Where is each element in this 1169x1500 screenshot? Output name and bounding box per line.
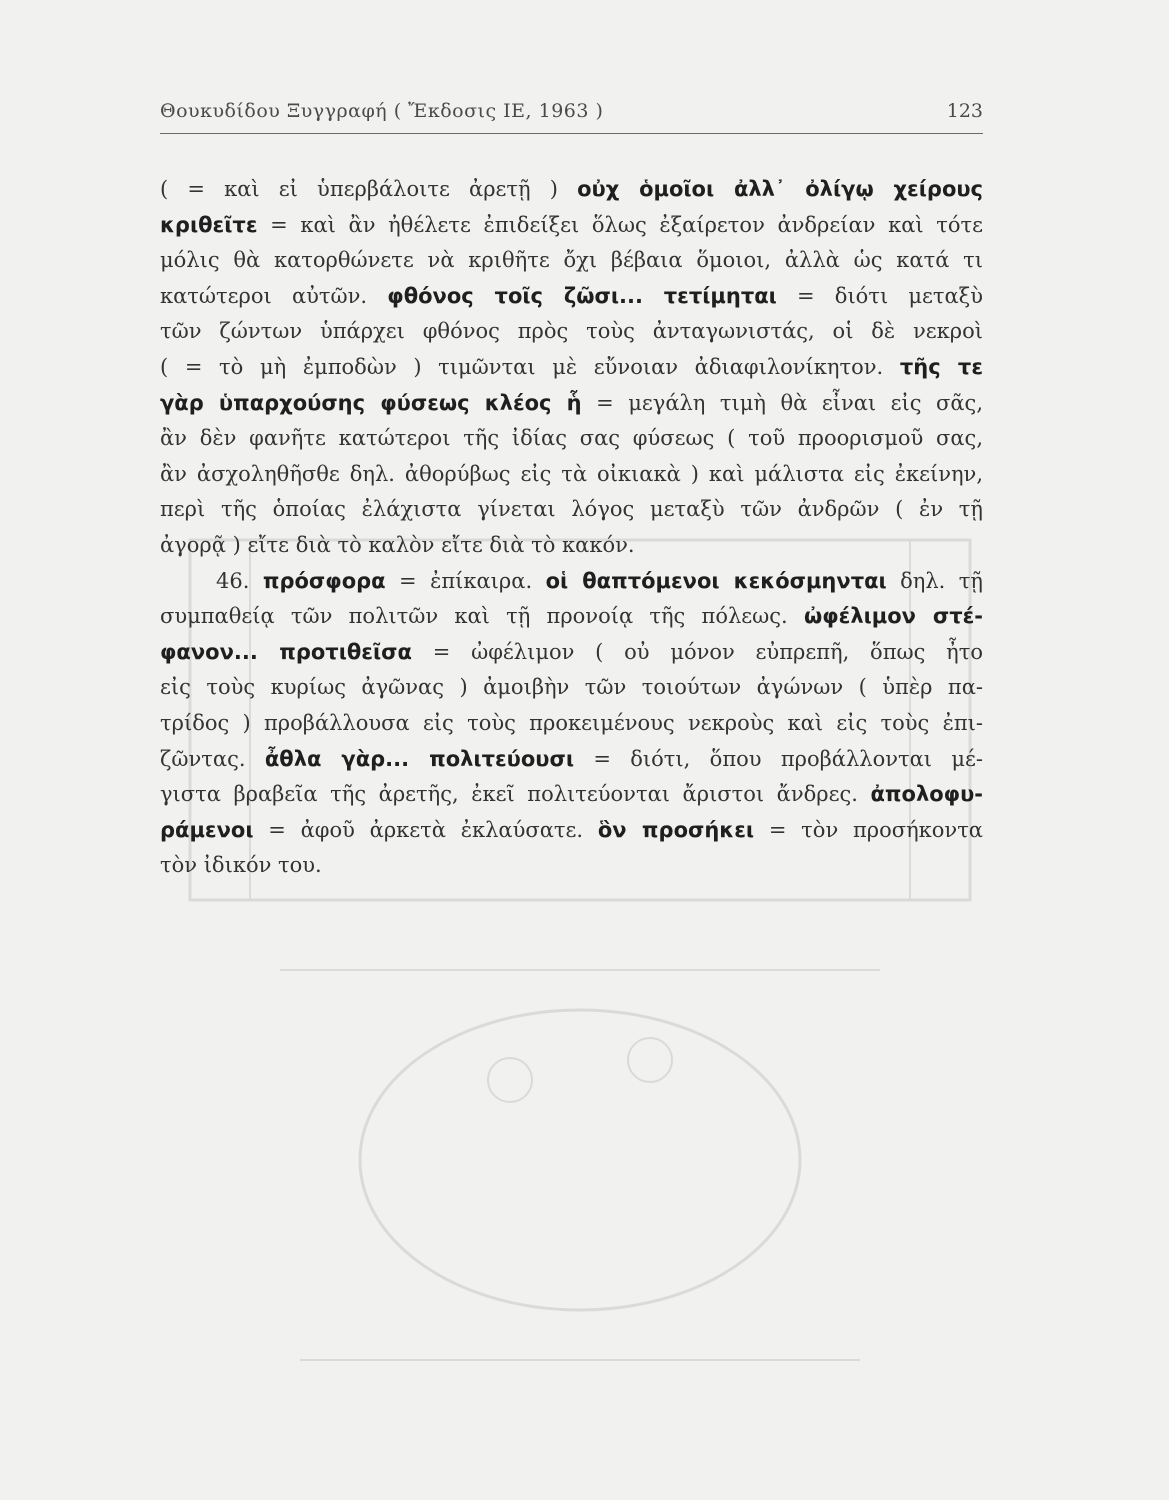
lemma: ράμενοι [160,817,254,842]
commentary-text: μόλις θὰ κατορθώνετε νὰ κριθῆτε ὄχι βέβαια ὅμοιοι, ἀλλὰ ὡς κατά τι [160,248,983,273]
commentary-text: εἰς τοὺς κυρίως ἀγῶνας ) ἀμοιβὴν τῶν τοιούτων ἀγώνων ( ὑπὲρ πα- [160,675,983,700]
lemma: ἆθλα γὰρ... πολιτεύουσι [264,746,575,771]
commentary-text: = ὠφέλιμον ( οὐ μόνον εὐπρεπῆ, ὅπως ἦτο [411,639,983,664]
commentary-text: γιστα βραβεῖα τῆς ἀρετῆς, ἐκεῖ πολιτεύονται ἄριστοι ἄνδρες. [160,782,871,807]
text-line [160,279,983,315]
commentary-text: ( = τὸ μὴ ἐμποδὼν ) τιμῶνται μὲ εὔνοιαν ἀδιαφιλονίκητον. [160,354,900,379]
commentary-text: ἀγορᾷ ) εἴτε διὰ τὸ καλὸν εἴτε διὰ τὸ κακόν. [160,532,635,557]
header-title: Θουκυδίδου Ξυγγραφή ( Ἔκδοσις ΙΕ, 1963 ) [160,100,604,122]
text-line [160,848,983,884]
header-rule [160,133,983,134]
text-line [160,314,983,350]
body-text [160,172,983,884]
commentary-text: συμπαθείᾳ τῶν πολιτῶν καὶ τῇ προνοίᾳ τῆς πόλεως. [160,604,804,629]
text-line [160,243,983,279]
commentary-text: = τὸν προσήκοντα [754,817,983,842]
commentary-text: τρίδος ) προβάλλουσα εἰς τοὺς προκειμένους νεκροὺς καὶ εἰς τοὺς ἐπι- [160,710,983,735]
commentary-text: τῶν ζώντων ὑπάρχει φθόνος πρὸς τοὺς ἀνταγωνιστάς, οἱ δὲ νεκροὶ [160,319,983,344]
running-header [160,100,983,130]
commentary-text: κατώτεροι αὐτῶν. [160,283,388,308]
text-line [160,208,983,244]
page-number: 123 [946,100,983,122]
lemma: οὐχ ὁμοῖοι ἀλλ᾽ ὀλίγῳ χείρους [577,177,984,201]
lemma: φθόνος τοῖς ζῶσι... τετίμηται [387,283,777,308]
commentary-text: ἂν δὲν φανῆτε κατώτεροι τῆς ἰδίας σας φύσεως ( τοῦ προορισμοῦ σας, [160,426,983,451]
commentary-text: = διότι, ὅπου προβάλλονται μέ- [574,746,984,771]
commentary-text: = ἐπίκαιρα. [385,568,546,593]
lemma: ἀπολοφυ- [870,782,983,807]
text-line [160,599,983,635]
text-line [160,350,983,386]
text-line [160,564,983,600]
commentary-text: δηλ. τῇ [886,568,983,593]
commentary-text: ζῶντας. [160,746,265,771]
lemma: τῆς τε [899,354,984,379]
text-line [160,421,983,457]
text-line [160,706,983,742]
commentary-text: = μεγάλη τιμὴ θὰ εἶναι εἰς σᾶς, [581,390,983,415]
commentary-text: ( = καὶ εἰ ὑπερβάλοιτε ἀρετῇ ) [160,177,578,201]
text-line [160,386,983,422]
commentary-text: τὸν ἰδικόν του. [160,853,322,878]
text-line [160,635,983,671]
lemma: ὠφέλιμον στέ- [803,604,983,629]
lemma: ὃν προσήκει [597,817,755,842]
lemma: οἱ θαπτόμενοι κεκόσμηνται [545,568,887,593]
commentary-text: ἂν ἀσχοληθῆσθε δηλ. ἀθορύβως εἰς τὰ οἰκιακὰ ) καὶ μάλιστα εἰς ἐκείνην, [160,461,983,486]
text-line [160,813,983,849]
lemma: κριθεῖτε [160,212,258,237]
text-line [160,777,983,813]
lemma: πρόσφορα [262,568,386,593]
text-line [160,457,983,493]
commentary-text: περὶ τῆς ὁποίας ἐλάχιστα γίνεται λόγος μεταξὺ τῶν ἀνδρῶν ( ἐν τῇ [160,497,983,522]
text-line [160,742,983,778]
commentary-text: = ἀφοῦ ἀρκετὰ ἐκλαύσατε. [253,817,598,842]
text-line [160,492,983,528]
commentary-text: = καὶ ἂν ἠθέλετε ἐπιδείξει ὅλως ἐξαίρετον ἀνδρείαν καὶ τότε [257,212,983,237]
commentary-text: = διότι μεταξὺ [776,283,984,308]
commentary-text: 46. [216,568,263,593]
lemma: γὰρ ὑπαρχούσης φύσεως κλέος ἧ [160,390,582,415]
text-line [160,670,983,706]
text-line [160,172,983,208]
text-line [160,528,983,564]
lemma: φανον... προτιθεῖσα [160,639,412,664]
